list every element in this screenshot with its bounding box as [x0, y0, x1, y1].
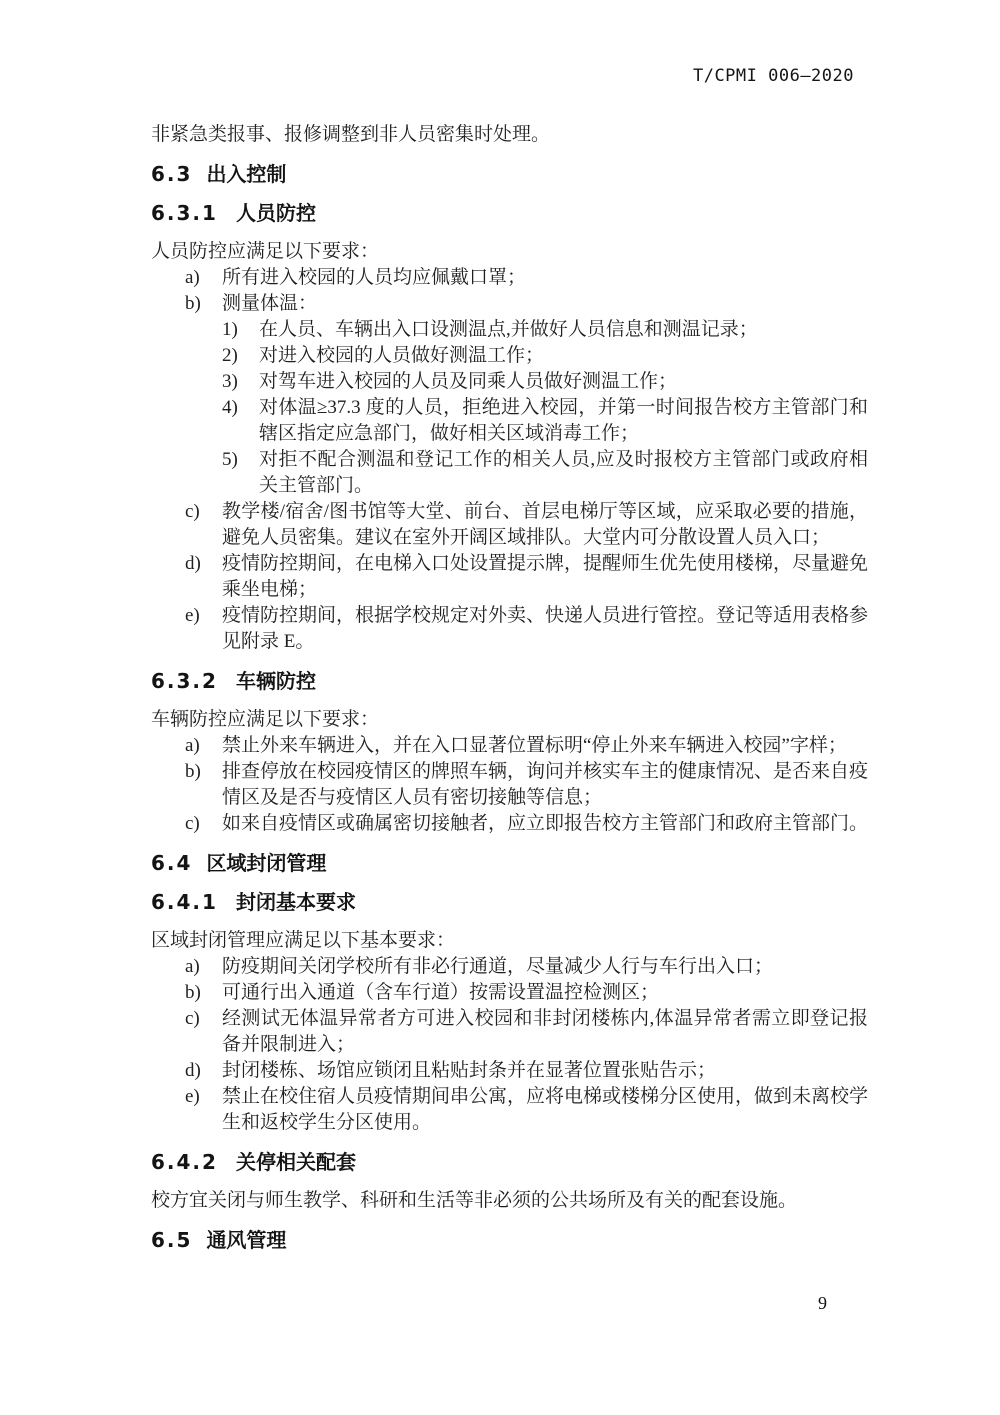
subsection-title: 人员防控 [235, 201, 316, 225]
list-item [185, 291, 868, 317]
list-item-marker: c) [185, 813, 200, 834]
list-item [185, 265, 868, 291]
list-item-marker: b) [185, 982, 201, 1003]
page-number: 9 [818, 1293, 827, 1313]
section-number: 6.3 [151, 162, 193, 186]
list-item-text: 可通行出入通道（含车行道）按需设置温控检测区； [222, 982, 660, 1003]
list-item [185, 1058, 868, 1084]
list-item-text: 禁止在校住宿人员疫情期间串公寓，应将电梯或楼梯分区使用，做到未离校学生和返校学生分区使用。 [222, 1086, 869, 1133]
sublist-item [222, 317, 868, 343]
sublist-item-text: 对体温≥37.3 度的人员，拒绝进入校园，并第一时间报告校方主管部门和辖区指定应急部门，做好相关区域消毒工作； [259, 397, 868, 444]
list-item [185, 980, 868, 1006]
sublist-item-text: 对驾车进入校园的人员及同乘人员做好测温工作； [259, 371, 678, 392]
sublist-item-marker: 4) [222, 397, 238, 418]
list-item-marker: d) [185, 1060, 201, 1081]
section-title: 通风管理 [206, 1228, 287, 1252]
list-item-text: 经测试无体温异常者方可进入校园和非封闭楼栋内,体温异常者需立即登记报备并限制进入； [222, 1008, 868, 1055]
section-heading-6-3 [151, 161, 868, 187]
list-item-marker: e) [185, 605, 200, 626]
list-item-text: 排查停放在校园疫情区的牌照车辆，询问并核实车主的健康情况、是否来自疫情区及是否与疫情区人员有密切接触等信息； [222, 761, 869, 808]
list-item-text: 疫情防控期间，根据学校规定对外卖、快递人员进行管控。登记等适用表格参见附录 E。 [222, 605, 869, 652]
list-item-marker: c) [185, 1008, 200, 1029]
subsection-title: 封闭基本要求 [235, 890, 356, 914]
sublist-item [222, 343, 868, 369]
paragraph: 校方宜关闭与师生教学、科研和生活等非必须的公共场所及有关的配套设施。 [151, 1190, 798, 1211]
list-item-marker: e) [185, 1086, 200, 1107]
subsection-heading-6-3-2 [151, 668, 868, 694]
list-item-text: 封闭楼栋、场馆应锁闭且粘贴封条并在显著位置张贴告示； [222, 1060, 717, 1081]
subsection-heading-6-4-2 [151, 1149, 868, 1175]
list-item-marker: b) [185, 761, 201, 782]
sublist-item [222, 447, 868, 499]
lead-paragraph: 非紧急类报事、报修调整到非人员密集时处理。 [151, 124, 551, 145]
section-number: 6.4 [151, 851, 193, 875]
section-title: 出入控制 [206, 162, 287, 186]
sublist-item [222, 369, 868, 395]
list-item [185, 603, 868, 655]
sublist-item-text: 对进入校园的人员做好测温工作； [259, 345, 545, 366]
page-content [151, 122, 868, 1266]
list-item [185, 1006, 868, 1058]
sublist-item-marker: 2) [222, 345, 238, 366]
list-item-text: 防疫期间关闭学校所有非必行通道，尽量减少人行与车行出入口； [222, 956, 774, 977]
list-item-text: 测量体温： [222, 293, 318, 314]
list-item [185, 1084, 868, 1136]
subsection-number: 6.3.1 [151, 201, 218, 225]
sublist-item-text: 对拒不配合测温和登记工作的相关人员,应及时报校方主管部门或政府相关主管部门。 [259, 449, 868, 496]
section-number: 6.5 [151, 1228, 193, 1252]
list-item-text: 教学楼/宿舍/图书馆等大堂、前台、首层电梯厅等区域，应采取必要的措施，避免人员密集。建议在室外开阔区域排队。大堂内可分散设置人员入口； [222, 501, 868, 548]
list-item-marker: c) [185, 501, 200, 522]
section-title: 区域封闭管理 [206, 851, 327, 875]
subsection-heading-6-4-1 [151, 889, 868, 915]
list-item [185, 733, 868, 759]
section-heading-6-5 [151, 1227, 868, 1253]
list-item [185, 551, 868, 603]
subsection-number: 6.4.1 [151, 890, 218, 914]
list-item-text: 疫情防控期间，在电梯入口处设置提示牌，提醒师生优先使用楼梯，尽量避免乘坐电梯； [222, 553, 869, 600]
sublist-item [222, 395, 868, 447]
subsection-number: 6.3.2 [151, 669, 218, 693]
list-item [185, 811, 868, 837]
list-item [185, 499, 868, 551]
list-item-text: 如来自疫情区或确属密切接触者，应立即报告校方主管部门和政府主管部门。 [222, 813, 869, 834]
sublist-item-marker: 1) [222, 319, 238, 340]
subsection-heading-6-3-1 [151, 200, 868, 226]
section-intro: 人员防控应满足以下要求： [151, 241, 380, 262]
subsection-title: 关停相关配套 [235, 1150, 356, 1174]
list-item-text: 禁止外来车辆进入，并在入口显著位置标明“停止外来车辆进入校园”字样； [222, 735, 847, 756]
list-item-marker: d) [185, 553, 201, 574]
sublist-item-marker: 5) [222, 449, 238, 470]
list-item-marker: a) [185, 267, 200, 288]
doc-code: T/CPMI 006—2020 [692, 66, 854, 86]
list-item-marker: a) [185, 735, 200, 756]
sublist-item-text: 在人员、车辆出入口设测温点,并做好人员信息和测温记录； [259, 319, 758, 340]
section-intro: 区域封闭管理应满足以下基本要求： [151, 930, 456, 951]
subsection-title: 车辆防控 [235, 669, 316, 693]
subsection-number: 6.4.2 [151, 1150, 218, 1174]
list-item [185, 954, 868, 980]
list-item-marker: b) [185, 293, 201, 314]
list-item-marker: a) [185, 956, 200, 977]
list-item [185, 759, 868, 811]
section-heading-6-4 [151, 850, 868, 876]
section-intro: 车辆防控应满足以下要求： [151, 709, 380, 730]
sublist-item-marker: 3) [222, 371, 238, 392]
list-item-text: 所有进入校园的人员均应佩戴口罩； [222, 267, 527, 288]
